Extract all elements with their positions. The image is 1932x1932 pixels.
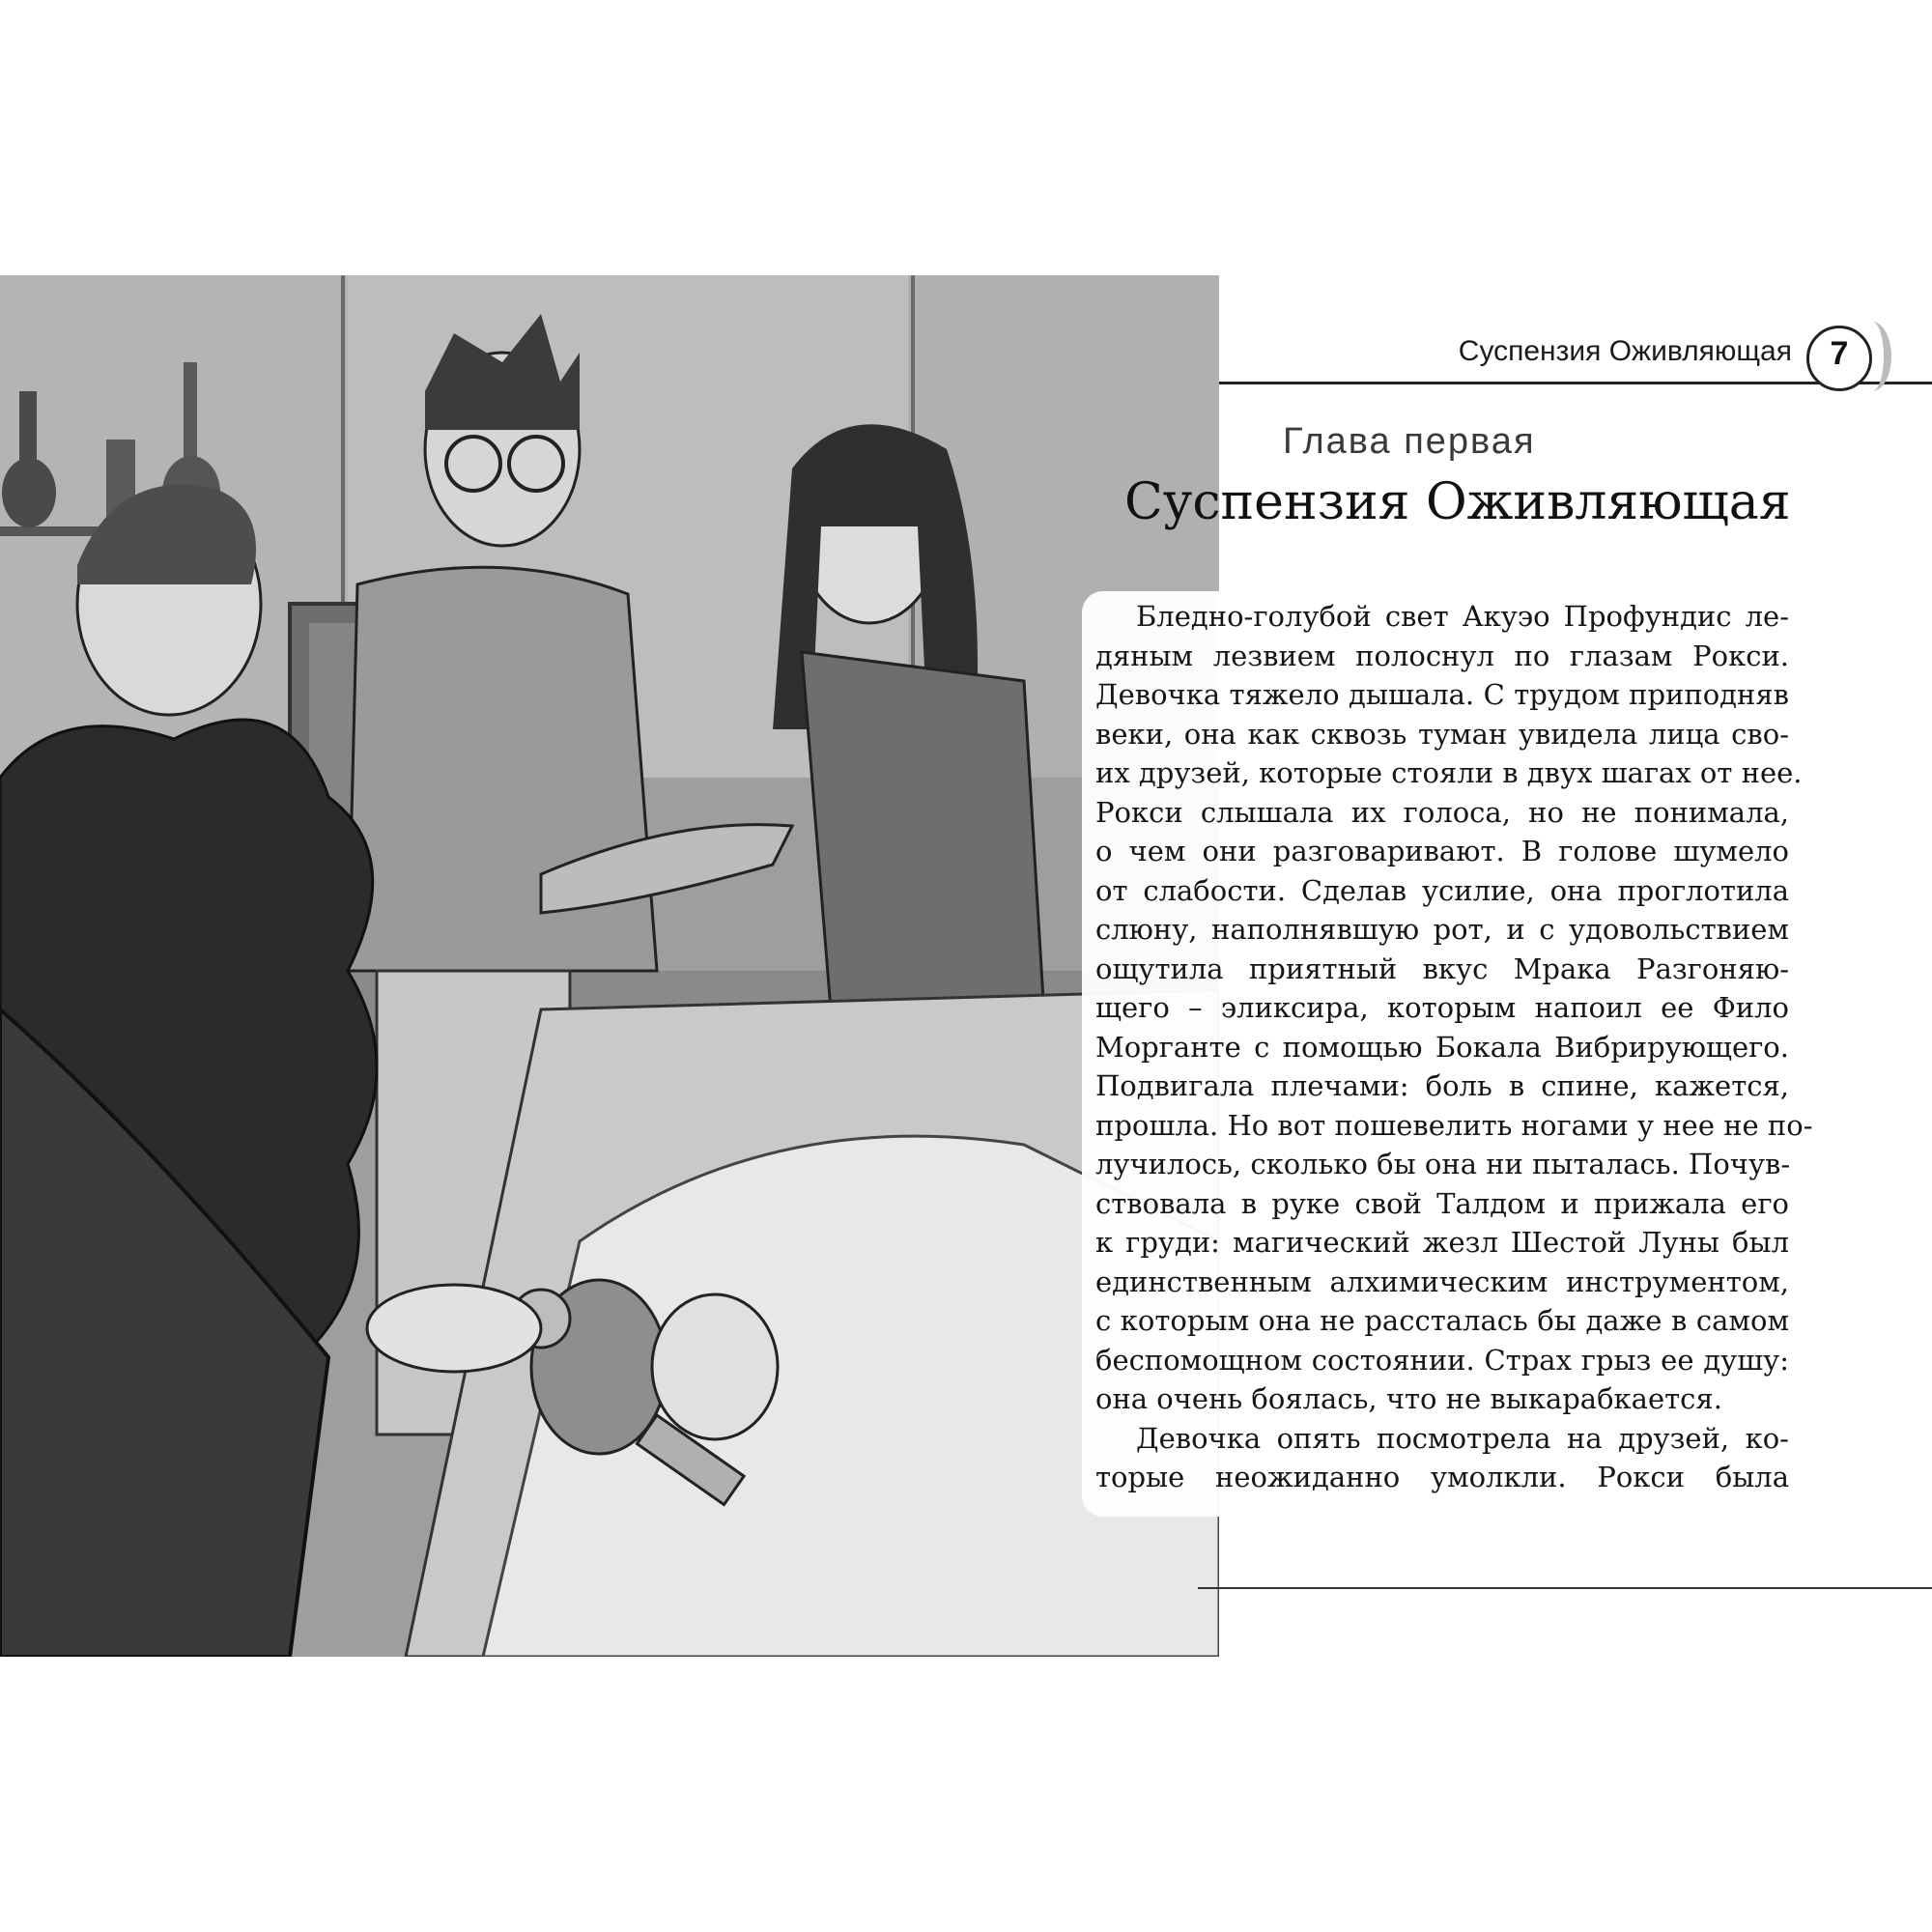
text-line: от слабости. Сделав усилие, она проглотила: [1095, 873, 1789, 907]
footer-rule: [1198, 1587, 1932, 1589]
illustration-drawing: [0, 275, 1219, 1657]
running-header: [1219, 324, 1932, 420]
text-line: Бледно-голубой свет Акуэо Профундис ле-: [1136, 600, 1789, 633]
chapter-label: Глава первая: [1283, 421, 1536, 462]
chapter-body-text: [1095, 597, 1813, 1497]
text-line: веки, она как сквозь туман увидела лица сво-: [1095, 717, 1789, 751]
text-line: прошла. Но вот пошевелить ногами у нее не по-: [1095, 1108, 1813, 1142]
text-line: Рокси слышала их голоса, но не понимала,: [1095, 795, 1789, 829]
text-line: ощутила приятный вкус Мрака Разгоняю-: [1095, 952, 1789, 985]
running-title: Суспензия Оживляющая: [1458, 335, 1792, 367]
text-line: с которым она не рассталась бы даже в самом: [1095, 1304, 1789, 1337]
text-line: она очень боялась, что не выкарабкается.: [1095, 1382, 1722, 1415]
chapter-illustration: [0, 275, 1219, 1657]
text-line: щего – эликсира, которым напоил ее Фило: [1095, 991, 1789, 1024]
text-line: беспомощном состоянии. Страх грыз ее душу:: [1095, 1343, 1789, 1377]
text-line: лучилось, сколько бы она ни пыталась. Почув-: [1095, 1148, 1791, 1180]
chapter-title: Суспензия Оживляющая: [1124, 473, 1791, 531]
text-line: ствовала в руке свой Талдом и прижала его: [1095, 1186, 1789, 1220]
text-line: дяным лезвием полоснул по глазам Рокси.: [1095, 639, 1789, 672]
text-panel: [1082, 591, 1813, 1517]
page-number: 7: [1830, 335, 1849, 372]
text-line: Девочка опять посмотрела на друзей, ко-: [1136, 1421, 1789, 1455]
text-line: торые неожиданно умолкли. Рокси была: [1095, 1461, 1789, 1493]
text-line: единственным алхимическим инструментом,: [1095, 1264, 1789, 1298]
text-line: о чем они разговаривают. В голове шумело: [1095, 835, 1789, 867]
text-line: Девочка тяжело дышала. С трудом приподняв: [1095, 678, 1789, 711]
text-line: к груди: магический жезл Шестой Луны был: [1095, 1226, 1789, 1259]
page-number-badge: [1797, 316, 1886, 405]
text-line: их друзей, которые стояли в двух шагах от нее.: [1095, 756, 1803, 789]
text-line: Морганте с помощью Бокала Вибрирующего.: [1095, 1030, 1789, 1064]
text-line: Подвигала плечами: боль в спине, кажется,: [1095, 1069, 1789, 1102]
text-line: слюну, наполнявшую рот, и с удовольствием: [1095, 913, 1789, 946]
